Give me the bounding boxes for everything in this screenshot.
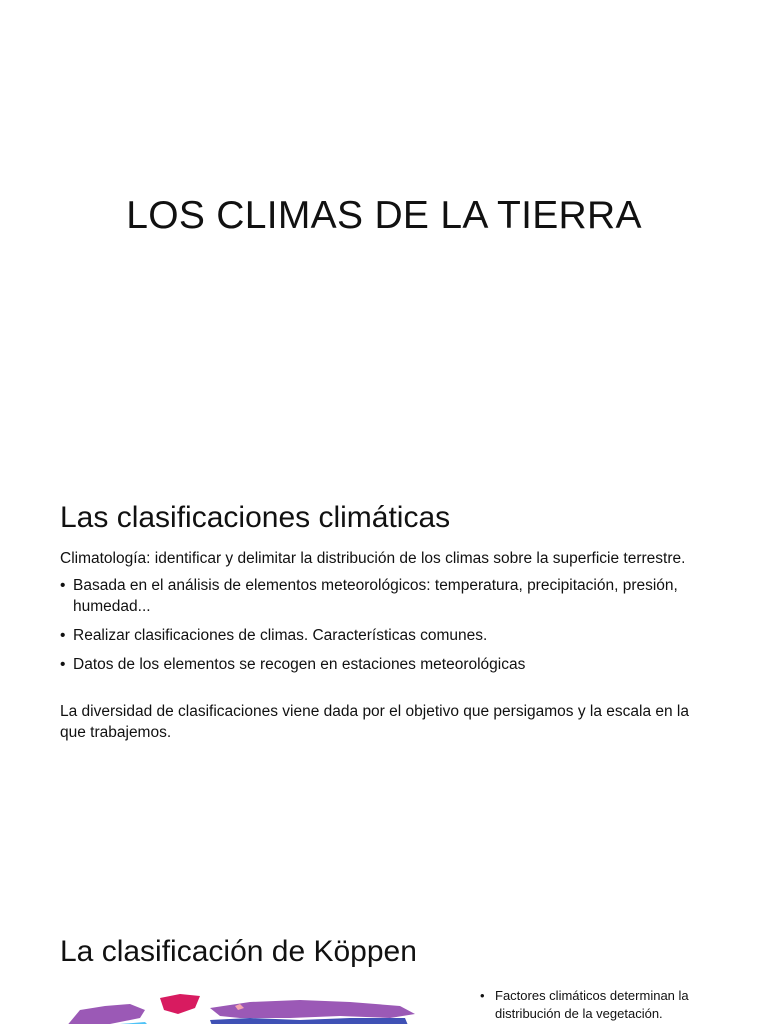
bullet-item: • Basada en el análisis de elementos meteorológicos: temperatura, precipitación, presión, humedad...: [60, 575, 710, 617]
map-region-north-america-tundra: [65, 1004, 145, 1024]
map-region-greenland: [160, 994, 200, 1014]
slide-title-page: [0, 0, 768, 432]
slide-heading: Las clasificaciones climáticas: [60, 500, 451, 534]
intro-paragraph: Climatología: identificar y delimitar la distribución de los climas sobre la superficie terrestre.: [60, 550, 686, 567]
side-bullet-list: [480, 987, 730, 1024]
bullet-item: • Factores climáticos determinan la distribución de la vegetación.: [480, 987, 730, 1023]
bullet-item: • Realizar clasificaciones de climas. Características comunes.: [60, 625, 710, 646]
bullet-item: • Datos de los elementos se recogen en estaciones meteorológicas: [60, 654, 710, 675]
slide-classifications: [0, 432, 768, 864]
bullet-list: [60, 575, 710, 675]
closing-paragraph: La diversidad de clasificaciones viene dada por el objetivo que persigamos y la escala en la que trabajemos.: [60, 703, 689, 741]
world-climate-map: [60, 988, 420, 1024]
slide-heading: La clasificación de Köppen: [60, 934, 417, 968]
slide-body: [60, 548, 710, 743]
map-region-eurasia-continental: [210, 1018, 410, 1024]
presentation-title: LOS CLIMAS DE LA TIERRA: [126, 194, 642, 238]
slide-koppen: [0, 864, 768, 1024]
